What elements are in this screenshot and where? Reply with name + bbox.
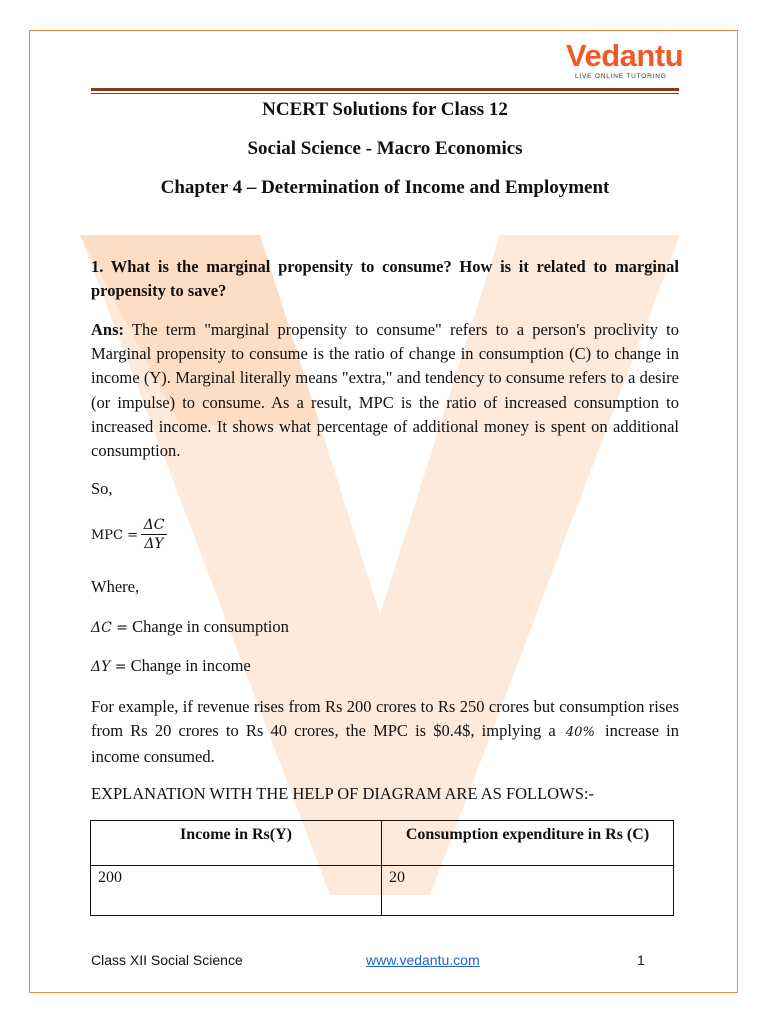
table-header-consumption: Consumption expenditure in Rs (C): [382, 821, 674, 866]
logo-tagline: LIVE ONLINE TUTORING: [575, 73, 667, 80]
definition-consumption-text: Change in consumption: [132, 617, 289, 636]
example-percentage: 40%: [565, 725, 595, 741]
document-subject: Social Science - Macro Economics: [247, 138, 523, 159]
definition-income: [91, 656, 251, 676]
footer-page-number: 1: [637, 952, 645, 968]
example-text-after: increase in income consumed.: [91, 721, 680, 767]
answer-text: The term "marginal propensity to consume" refers to a person's proclivity to Marginal propensity to consume is the ratio of change in consumption (C) to change in income (Y). Marginal literally means "extra," and tendency to consume refers to a desire (or impulse) to consume. As a result, MPC is the ratio of increased consumption to increased income. It shows what percentage of additional money is spent on additional consumption.: [91, 320, 680, 461]
where-text: Where,: [91, 577, 140, 596]
header-rule-thin: [91, 93, 679, 94]
table-cell-consumption: 20: [382, 866, 674, 916]
chapter-title: Chapter 4 – Determination of Income and Employment: [160, 177, 610, 198]
vedantu-logo[interactable]: [566, 38, 684, 82]
definition-consumption: [91, 617, 289, 637]
example-text-before: For example, if revenue rises from Rs 200 crores to Rs 250 crores but consumption rises from Rs 20 crores to Rs 40 crores, the MPC is $0.4$, implying a: [91, 697, 679, 741]
example-paragraph: [91, 695, 679, 770]
logo-wordmark: Vedantu: [566, 38, 684, 73]
definition-income-text: Change in income: [130, 656, 251, 675]
formula-lhs: MPC =: [91, 528, 139, 543]
formula-denominator: ΔY: [144, 536, 164, 552]
answer-label: Ans:: [91, 320, 125, 339]
footer-class-label: Class XII Social Science: [91, 952, 243, 968]
question-text: 1. What is the marginal propensity to consume? How is it related to marginal propensity to save?: [91, 257, 679, 300]
symbol-delta-c: ΔC =: [91, 620, 129, 636]
footer-website-link[interactable]: www.vedantu.com: [366, 952, 480, 968]
so-text: So,: [91, 479, 113, 498]
header-rule-thick: [91, 88, 679, 91]
symbol-delta-y: ΔY =: [91, 659, 127, 675]
table-header-income: Income in Rs(Y): [91, 821, 382, 866]
formula-fraction: [141, 517, 167, 552]
table-header-row: [91, 821, 674, 866]
answer-paragraph: [91, 318, 679, 463]
table-cell-income: 200: [91, 866, 382, 916]
table-row: [91, 866, 674, 916]
fraction-bar: [141, 534, 167, 535]
formula-numerator: ΔC: [143, 517, 165, 533]
document-title: NCERT Solutions for Class 12: [262, 99, 508, 120]
income-consumption-table: [90, 820, 674, 916]
explanation-heading: EXPLANATION WITH THE HELP OF DIAGRAM ARE AS FOLLOWS:-: [91, 784, 594, 803]
